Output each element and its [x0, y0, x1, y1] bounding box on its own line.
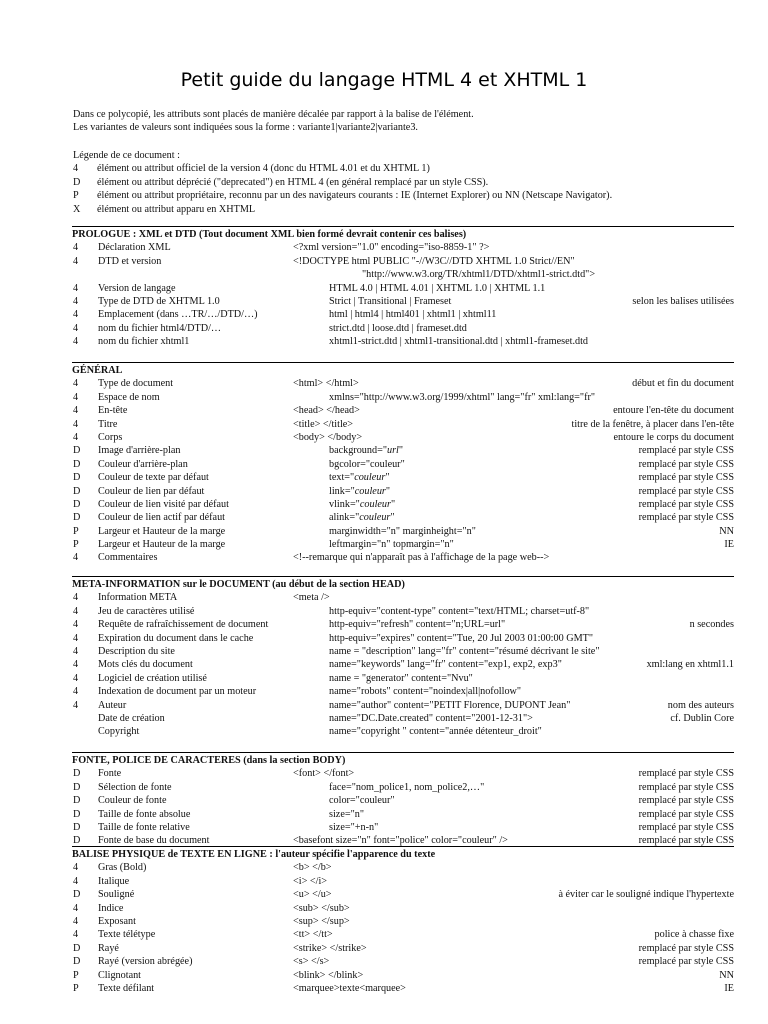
row-value-continued: "http://www.w3.org/TR/xhtml1/DTD/xhtml1-strict.dtd"> — [362, 269, 596, 281]
legend-item — [73, 176, 743, 189]
legend-item — [73, 189, 743, 202]
table-row — [72, 295, 734, 308]
row-label: Type de document — [98, 378, 174, 390]
row-label: Espace de nom — [98, 391, 160, 403]
row-note: remplacé par style CSS — [638, 445, 734, 457]
row-note: remplacé par style CSS — [638, 498, 734, 510]
row-note: NN — [719, 969, 734, 981]
section-font — [72, 752, 734, 848]
row-value: name="DC.Date.created" content="2001-12-31"> — [329, 712, 533, 724]
legend-text: élément ou attribut officiel de la version 4 (donc du HTML 4.01 et du XHTML 1) — [97, 163, 430, 175]
row-code: 4 — [73, 552, 79, 564]
row-label: En-tête — [98, 405, 128, 417]
row-note: remplacé par style CSS — [638, 808, 734, 820]
value-placeholder: url — [387, 445, 399, 457]
row-code: 4 — [73, 322, 79, 334]
row-label: Déclaration XML — [98, 242, 171, 254]
row-value: <font> </font> — [293, 768, 355, 780]
row-label: Commentaires — [98, 552, 158, 564]
intro-line: Les variantes de valeurs sont indiquées sous la forme : variante1|variante2|variante3. — [73, 122, 418, 134]
table-row — [72, 404, 734, 417]
row-note: selon les balises utilisées — [632, 295, 734, 307]
row-note: IE — [724, 539, 734, 551]
row-note: entoure le corps du document — [613, 431, 734, 443]
legend-code: P — [73, 190, 79, 202]
page-title: Petit guide du langage HTML 4 et XHTML 1 — [180, 69, 588, 91]
row-label: Fonte de base du document — [98, 835, 210, 847]
row-code: D — [73, 485, 81, 497]
row-code: 4 — [73, 632, 79, 644]
row-label: Largeur et Hauteur de la marge — [98, 525, 226, 537]
legend-text: élément ou attribut déprécié ("deprecated") en HTML 4 (en général remplacé par un style CSS). — [97, 176, 489, 188]
row-label: Indice — [98, 902, 124, 914]
table-row — [72, 391, 734, 404]
table-row — [72, 605, 734, 618]
row-value: <!DOCTYPE html PUBLIC "-//W3C//DTD XHTML 1.0 Strict//EN" — [293, 255, 575, 267]
row-value: http-equiv="content-type" content="text/HTML; charset=utf-8" — [329, 605, 590, 617]
row-code: D — [73, 458, 81, 470]
table-row — [72, 444, 734, 457]
row-value: <body> </body> — [293, 431, 363, 443]
value-suffix: " — [385, 485, 391, 497]
row-code: D — [73, 942, 81, 954]
table-row — [72, 767, 734, 780]
row-code: 4 — [73, 592, 79, 604]
row-label: Version de langage — [98, 282, 176, 294]
row-value: name = "description" lang="fr" content="résumé décrivant le site" — [329, 645, 600, 657]
legend-code: 4 — [73, 163, 79, 175]
row-note: NN — [719, 525, 734, 537]
row-value: name = "generator" content="Nvu" — [329, 672, 473, 684]
table-row — [72, 955, 734, 968]
row-value: http-equiv="expires" content="Tue, 20 Jul 2003 01:00:00 GMT" — [329, 632, 594, 644]
row-code: 4 — [73, 619, 79, 631]
table-row — [72, 308, 734, 321]
row-value: <s> </s> — [293, 956, 330, 968]
value-suffix: " — [390, 512, 395, 524]
section-divider — [72, 226, 734, 227]
table-row — [72, 902, 734, 915]
table-row — [72, 322, 734, 335]
table-row — [72, 699, 734, 712]
row-code: 4 — [73, 309, 79, 321]
row-code: D — [73, 821, 81, 833]
row-code: 4 — [73, 902, 79, 914]
table-row — [72, 485, 734, 498]
row-value: marginwidth="n" marginheight="n" — [329, 525, 476, 537]
row-value: <i> </i> — [293, 875, 328, 887]
table-row — [72, 658, 734, 671]
row-label: Couleur d'arrière-plan — [98, 458, 188, 470]
row-code: 4 — [73, 282, 79, 294]
section-heading: BALISE PHYSIQUE de TEXTE EN LIGNE : l'auteur spécifie l'apparence du texte — [72, 849, 436, 860]
row-label: Souligné — [98, 889, 135, 901]
table-row — [72, 645, 734, 658]
row-value: <tt> </tt> — [293, 929, 333, 941]
row-value: <strike> </strike> — [293, 942, 367, 954]
row-label: DTD et version — [98, 255, 162, 267]
row-code: D — [73, 445, 81, 457]
row-value: name="robots" content="noindex|all|nofollow" — [329, 686, 522, 698]
table-row — [72, 821, 734, 834]
row-label: Exposant — [98, 915, 136, 927]
value-placeholder: couleur — [354, 472, 386, 484]
row-code: 4 — [73, 431, 79, 443]
row-label: Taille de fonte absolue — [98, 808, 191, 820]
row-note: titre de la fenêtre, à placer dans l'en-tête — [571, 418, 734, 430]
row-label: nom du fichier xhtml1 — [98, 336, 190, 348]
row-value: <meta /> — [293, 592, 330, 604]
row-label: Largeur et Hauteur de la marge — [98, 539, 226, 551]
row-code: 4 — [73, 255, 79, 267]
value-suffix: " — [385, 472, 390, 484]
row-note: remplacé par style CSS — [638, 795, 734, 807]
row-label: Rayé — [98, 942, 119, 954]
row-value — [329, 444, 403, 457]
row-code: 4 — [73, 862, 79, 874]
row-value — [329, 498, 395, 511]
legend-text: élément ou attribut apparu en XHTML — [97, 203, 256, 215]
row-code: 4 — [73, 605, 79, 617]
row-note: remplacé par style CSS — [638, 512, 734, 524]
section-divider — [72, 752, 734, 753]
row-value: <blink> </blink> — [293, 969, 364, 981]
table-row — [72, 685, 734, 698]
row-value: leftmargin="n" topmargin="n" — [329, 539, 454, 551]
table-row — [72, 538, 734, 551]
row-code: D — [73, 835, 81, 847]
row-value: bgcolor="couleur" — [329, 458, 405, 470]
row-note: entoure l'en-tête du document — [613, 405, 734, 417]
row-code: D — [73, 795, 81, 807]
legend-item — [73, 162, 743, 175]
legend-code: D — [73, 176, 81, 188]
row-code: 4 — [73, 378, 79, 390]
row-label: Type de DTD de XHTML 1.0 — [98, 295, 220, 307]
row-value — [329, 511, 395, 524]
table-row — [72, 781, 734, 794]
table-row — [72, 632, 734, 645]
table-row — [72, 591, 734, 604]
row-label: Couleur de lien par défaut — [98, 485, 205, 497]
row-value: HTML 4.0 | HTML 4.01 | XHTML 1.0 | XHTML 1.1 — [329, 282, 546, 294]
table-row — [72, 808, 734, 821]
row-label: Date de création — [98, 712, 165, 724]
row-label: Jeu de caractères utilisé — [98, 605, 195, 617]
table-row — [72, 241, 734, 254]
value-prefix: text=" — [329, 472, 355, 484]
row-label: Expiration du document dans le cache — [98, 632, 254, 644]
row-note: remplacé par style CSS — [638, 942, 734, 954]
row-note: xml:lang en xhtml1.1 — [646, 659, 734, 671]
row-code: 4 — [73, 418, 79, 430]
row-value: color="couleur" — [329, 795, 395, 807]
row-code: P — [73, 969, 79, 981]
row-code: 4 — [73, 405, 79, 417]
row-value: <html> </html> — [293, 378, 359, 390]
row-note: nom des auteurs — [667, 699, 734, 711]
row-label: Texte télétype — [98, 929, 156, 941]
row-code: 4 — [73, 645, 79, 657]
section-prologue — [72, 226, 734, 349]
row-note: remplacé par style CSS — [638, 485, 734, 497]
table-row — [72, 377, 734, 390]
value-prefix: background=" — [329, 445, 387, 457]
table-row — [72, 942, 734, 955]
table-row — [72, 928, 734, 941]
row-note: remplacé par style CSS — [638, 821, 734, 833]
row-value: html | html4 | html401 | xhtml1 | xhtml11 — [329, 309, 497, 321]
row-label: Fonte — [98, 768, 122, 780]
row-note: remplacé par style CSS — [638, 835, 734, 847]
section-general — [72, 362, 734, 565]
row-code: 4 — [73, 659, 79, 671]
section-heading: PROLOGUE : XML et DTD (Tout document XML bien formé devrait contenir ces balises) — [72, 229, 467, 240]
table-row — [72, 525, 734, 538]
table-row — [72, 672, 734, 685]
row-value: name="keywords" lang="fr" content="exp1, exp2, exp3" — [329, 659, 562, 671]
table-row — [72, 875, 734, 888]
table-row — [72, 335, 734, 348]
table-row — [72, 418, 734, 431]
row-note: n secondes — [689, 619, 734, 631]
row-value: size="n" — [329, 808, 364, 820]
row-code: D — [73, 889, 81, 901]
table-row — [72, 969, 734, 982]
legend-code: X — [73, 203, 81, 215]
row-note: police à chasse fixe — [654, 929, 734, 941]
table-row — [72, 511, 734, 524]
row-label: Titre — [98, 418, 118, 430]
row-label: Mots clés du document — [98, 659, 193, 671]
row-value — [329, 485, 390, 498]
row-code: D — [73, 808, 81, 820]
legend — [73, 149, 743, 216]
row-value: size="+n-n" — [329, 821, 379, 833]
section-heading: META-INFORMATION sur le DOCUMENT (au début de la section HEAD) — [72, 579, 405, 590]
row-code: D — [73, 768, 81, 780]
row-code: D — [73, 956, 81, 968]
value-placeholder: couleur — [354, 485, 386, 497]
section-divider — [72, 576, 734, 577]
row-label: Couleur de lien actif par défaut — [98, 512, 226, 524]
row-label: Description du site — [98, 645, 175, 657]
section-heading: FONTE, POLICE DE CARACTERES (dans la section BODY) — [72, 755, 346, 766]
section-divider — [72, 846, 734, 847]
table-row — [72, 888, 734, 901]
table-row — [72, 982, 734, 995]
row-code: 4 — [73, 336, 79, 348]
row-label: Rayé (version abrégée) — [98, 956, 193, 968]
table-row — [72, 618, 734, 631]
legend-heading: Légende de ce document : — [73, 150, 180, 161]
row-label: Clignotant — [98, 969, 142, 981]
intro-line: Dans ce polycopié, les attributs sont placés de manière décalée par rapport à la balise de l'élément. — [73, 109, 474, 120]
row-note: remplacé par style CSS — [638, 781, 734, 793]
value-placeholder: couleur — [359, 512, 391, 524]
table-row — [72, 498, 734, 511]
row-label: Copyright — [98, 726, 140, 738]
row-value: xmlns="http://www.w3.org/1999/xhtml" lang="fr" xml:lang="fr" — [329, 391, 596, 403]
row-note: remplacé par style CSS — [638, 956, 734, 968]
row-code: 4 — [73, 686, 79, 698]
row-value: name="copyright " content="année détenteur_droit" — [329, 726, 542, 738]
row-code: 4 — [73, 875, 79, 887]
table-row — [72, 471, 734, 484]
row-code: D — [73, 472, 81, 484]
value-prefix: vlink=" — [329, 498, 360, 510]
row-code: D — [73, 498, 81, 510]
row-label: Gras (Bold) — [98, 862, 147, 874]
value-suffix: " — [398, 445, 404, 457]
row-value: name="author" content="PETIT Florence, DUPONT Jean" — [329, 699, 571, 711]
value-suffix: " — [390, 498, 396, 510]
intro-paragraph — [73, 108, 743, 135]
value-prefix: link=" — [329, 485, 355, 497]
row-label: Couleur de fonte — [98, 795, 167, 807]
row-value: <title> </title> — [293, 418, 354, 430]
row-note: remplacé par style CSS — [638, 472, 734, 484]
legend-text: élément ou attribut propriétaire, reconnu par un des navigateurs courants : IE (Internet Explorer) ou NN (Netscape Navigator). — [97, 190, 613, 202]
row-code: 4 — [73, 929, 79, 941]
section-divider — [72, 362, 734, 363]
table-row — [72, 431, 734, 444]
row-label: Auteur — [98, 699, 127, 711]
row-label: Italique — [98, 875, 130, 887]
row-value: face="nom_police1, nom_police2,…" — [329, 781, 485, 793]
row-value — [329, 471, 389, 484]
row-code: D — [73, 781, 81, 793]
row-note: cf. Dublin Core — [670, 712, 734, 724]
row-code: P — [73, 539, 79, 551]
table-row — [72, 712, 734, 725]
row-code: 4 — [73, 242, 79, 254]
value-prefix: alink=" — [329, 512, 360, 524]
row-label: Taille de fonte relative — [98, 821, 190, 833]
table-row — [72, 255, 734, 282]
row-code: P — [73, 982, 79, 994]
row-value: <marquee>texte<marquee> — [293, 982, 406, 994]
table-row — [72, 282, 734, 295]
table-row — [72, 861, 734, 874]
row-value: <basefont size="n" font="police" color="couleur" /> — [293, 835, 508, 847]
row-code: P — [73, 525, 79, 537]
row-label: Couleur de lien visité par défaut — [98, 498, 229, 510]
row-value: <!--remarque qui n'apparaît pas à l'affichage de la page web--> — [293, 552, 550, 564]
row-code: 4 — [73, 295, 79, 307]
legend-item — [73, 203, 743, 216]
row-code: D — [73, 512, 81, 524]
section-physical-text-tags — [72, 846, 734, 995]
row-label: Image d'arrière-plan — [98, 445, 181, 457]
value-placeholder: couleur — [359, 498, 391, 510]
row-code: 4 — [73, 915, 79, 927]
row-value: <sup> </sup> — [293, 915, 350, 927]
table-row — [72, 458, 734, 471]
row-note: à éviter car le souligné indique l'hypertexte — [558, 889, 734, 901]
section-meta-information — [72, 576, 734, 739]
row-code: 4 — [73, 391, 79, 403]
row-label: Sélection de fonte — [98, 781, 172, 793]
row-code: 4 — [73, 699, 79, 711]
table-row — [72, 725, 734, 738]
row-value: <u> </u> — [293, 889, 332, 901]
row-label: Texte défilant — [98, 982, 155, 994]
section-heading: GÉNÉRAL — [72, 365, 123, 376]
row-note: IE — [724, 982, 734, 994]
row-label: Emplacement (dans …TR/…/DTD/…) — [98, 309, 258, 321]
row-note: remplacé par style CSS — [638, 768, 734, 780]
table-row — [72, 915, 734, 928]
row-value: strict.dtd | loose.dtd | frameset.dtd — [329, 322, 467, 334]
row-label: Logiciel de création utilisé — [98, 672, 207, 684]
row-label: Couleur de texte par défaut — [98, 472, 209, 484]
row-code: 4 — [73, 672, 79, 684]
table-row — [72, 794, 734, 807]
row-value: <head> </head> — [293, 405, 360, 417]
row-value: <sub> </sub> — [293, 902, 350, 914]
row-label: Indexation de document par un moteur — [98, 686, 257, 698]
row-label: Requête de rafraîchissement de document — [98, 619, 269, 631]
row-value: xhtml1-strict.dtd | xhtml1-transitional.dtd | xhtml1-frameset.dtd — [329, 336, 589, 348]
row-value: <?xml version="1.0" encoding="iso-8859-1" ?> — [293, 242, 490, 254]
row-value: http-equiv="refresh" content="n;URL=url" — [329, 619, 506, 631]
row-label: Information META — [98, 592, 178, 604]
row-value: <b> </b> — [293, 862, 332, 874]
row-value: Strict | Transitional | Frameset — [329, 295, 452, 307]
row-label: Corps — [98, 431, 123, 443]
row-note: début et fin du document — [632, 378, 734, 390]
table-row — [72, 551, 734, 564]
row-note: remplacé par style CSS — [638, 458, 734, 470]
row-label: nom du fichier html4/DTD/… — [98, 322, 222, 334]
